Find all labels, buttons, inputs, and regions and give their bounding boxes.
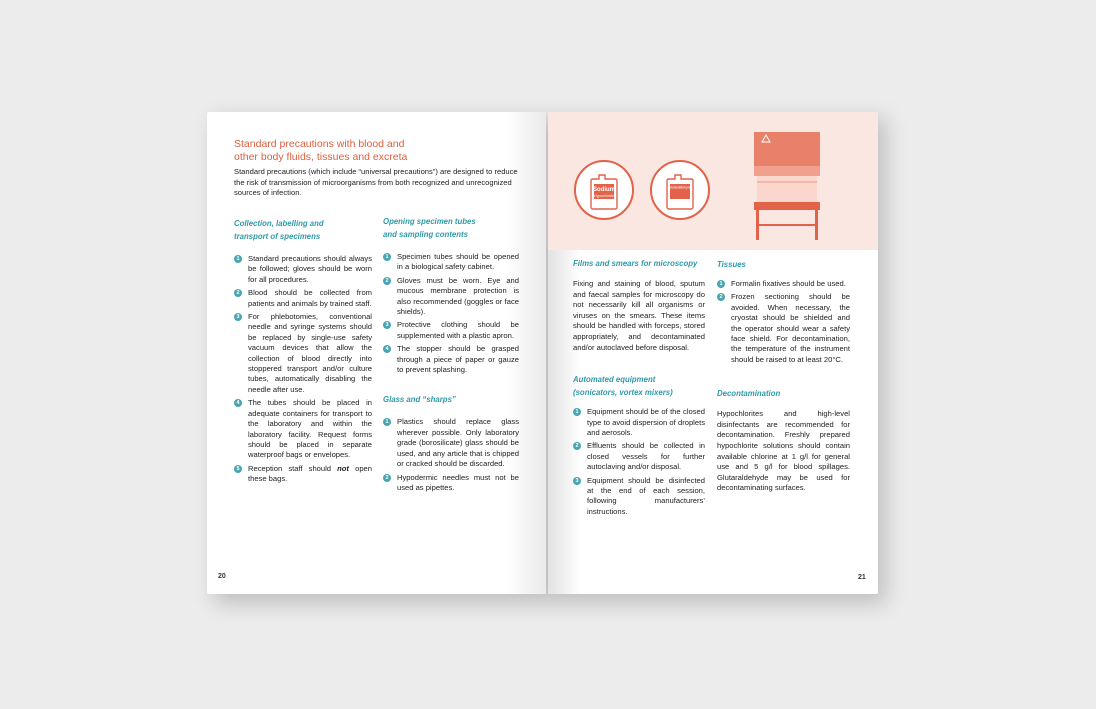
number-badge: 3	[573, 477, 581, 485]
sodium-hypochlorite-canister-icon	[573, 159, 635, 221]
column-collection	[234, 217, 372, 488]
number-badge: 3	[234, 313, 242, 321]
films-paragraph: Fixing and staining of blood, sputum and faecal samples for microscopy do not necessarily kill all organisms or viruses on the smears. These items should be handled with forceps, stored appropriately, and decontaminated and/or autoclaved before disposal.	[573, 279, 705, 352]
list-item: 2 Gloves must be worn. Eye and mucous membrane protection is also recommended (goggles or face shields).	[383, 276, 519, 318]
subheading-collection-line1: Collection, labelling and	[234, 219, 324, 228]
number-badge: 2	[383, 277, 391, 285]
column-films	[573, 257, 705, 520]
number-badge: 1	[234, 255, 242, 263]
list-item: 1 Standard precautions should always be followed; gloves should be worn for all procedures.	[234, 254, 372, 285]
number-badge: 3	[383, 321, 391, 329]
section-header	[234, 138, 524, 199]
number-badge: 1	[573, 408, 581, 416]
list-item: 1 Formalin fixatives should be used.	[717, 279, 850, 289]
list-item: 4 The tubes should be placed in adequate containers for transport to the laboratory and within the laboratory facility. Request forms should be placed in separate waterproof bags or envelopes.	[234, 398, 372, 460]
tissues-list	[717, 279, 850, 365]
biosafety-cabinet-icon	[748, 130, 828, 242]
number-badge: 2	[383, 474, 391, 482]
page-number-left: 20	[218, 573, 226, 580]
canister1-label-line2: Hypochlorite	[594, 194, 614, 198]
number-badge: 4	[383, 345, 391, 353]
number-badge: 2	[717, 293, 725, 301]
list-item: 5 Reception staff should not open these bags.	[234, 464, 372, 485]
list-item: 3 For phlebotomies, conventional needle and syringe systems should be replaced by single-use safety vacuum devices that allow the collection of blood directly into stoppered transport and/or culture tubes, automatically disabling the needle after use.	[234, 312, 372, 395]
list-item: 1 Plastics should replace glass wherever possible. Only laboratory grade (borosilicate) glass should be used, and any article that is chipped or cracked should be discarded.	[383, 417, 519, 469]
number-badge: 1	[717, 280, 725, 288]
subheading-opening-line2: and sampling contents	[383, 230, 468, 239]
canister2-label: Glutaraldehyde	[668, 185, 692, 190]
glass-list	[383, 417, 519, 493]
subheading-decontamination: Decontamination	[717, 389, 781, 399]
collection-list	[234, 254, 372, 485]
column-opening	[383, 215, 519, 496]
subheading-automated-line1: Automated equipment	[573, 375, 656, 385]
automated-list	[573, 407, 705, 517]
list-item: 3 Equipment should be disinfected at the end of each session, following manufacturers’ instructions.	[573, 476, 705, 518]
list-item: 2 Hypodermic needles must not be used as pipettes.	[383, 473, 519, 494]
subheading-tissues: Tissues	[717, 260, 746, 269]
number-badge: 2	[234, 289, 242, 297]
subheading-films: Films and smears for microscopy	[573, 259, 698, 268]
column-tissues	[717, 258, 850, 494]
number-badge: 1	[383, 418, 391, 426]
list-item: 4 The stopper should be grasped through a piece of paper or gauze to prevent splashing.	[383, 344, 519, 375]
canister1-label-line1: Sodium	[593, 187, 615, 193]
right-page	[548, 112, 878, 594]
number-badge: 2	[573, 442, 581, 450]
subheading-glass: Glass and “sharps”	[383, 395, 456, 405]
list-item: 1 Equipment should be of the closed type to avoid dispersion of droplets and aerosols.	[573, 407, 705, 438]
number-badge: 4	[234, 399, 242, 407]
left-page	[207, 112, 546, 594]
section-title-line1: Standard precautions with blood and	[234, 138, 405, 150]
emphasis-not: not	[337, 463, 349, 473]
list-item: 2 Blood should be collected from patients and animals by trained staff.	[234, 288, 372, 309]
list-item: 2 Frozen sectioning should be avoided. When necessary, the cryostat should be shielded and the operator should wear a safety face shield. For decontamination, the temperature of the instrument should be raised to at least 20°C.	[717, 292, 850, 365]
list-item: 1 Specimen tubes should be opened in a biological safety cabinet.	[383, 252, 519, 273]
number-badge: 1	[383, 253, 391, 261]
glutaraldehyde-canister-icon	[649, 159, 711, 221]
subheading-automated-line2: (sonicators, vortex mixers)	[573, 388, 673, 398]
page-number-right: 21	[858, 574, 866, 581]
section-title-line2: other body fluids, tissues and excreta	[234, 151, 408, 163]
subheading-collection-line2: transport of specimens	[234, 232, 321, 241]
list-item: 3 Protective clothing should be supplemented with a plastic apron.	[383, 320, 519, 341]
decontamination-paragraph: Hypochlorites and high-level disinfectants are recommended for decontamination. Freshly prepared hypochlorite solutions should contain available chlorine at 1 g/l for general use and 5 g/l for blood spillages. Glutaraldehyde may be used for decontaminating surfaces.	[717, 409, 850, 493]
list-item: 2 Effluents should be collected in closed vessels for further autoclaving and/or disposal.	[573, 441, 705, 472]
number-badge: 5	[234, 465, 242, 473]
intro-paragraph: Standard precautions (which include “universal precautions”) are designed to reduce the risk of transmission of microorganisms from both recognized and unrecognized sources of infection.	[234, 167, 518, 198]
subheading-opening-line1: Opening specimen tubes	[383, 217, 476, 226]
opening-list	[383, 252, 519, 375]
